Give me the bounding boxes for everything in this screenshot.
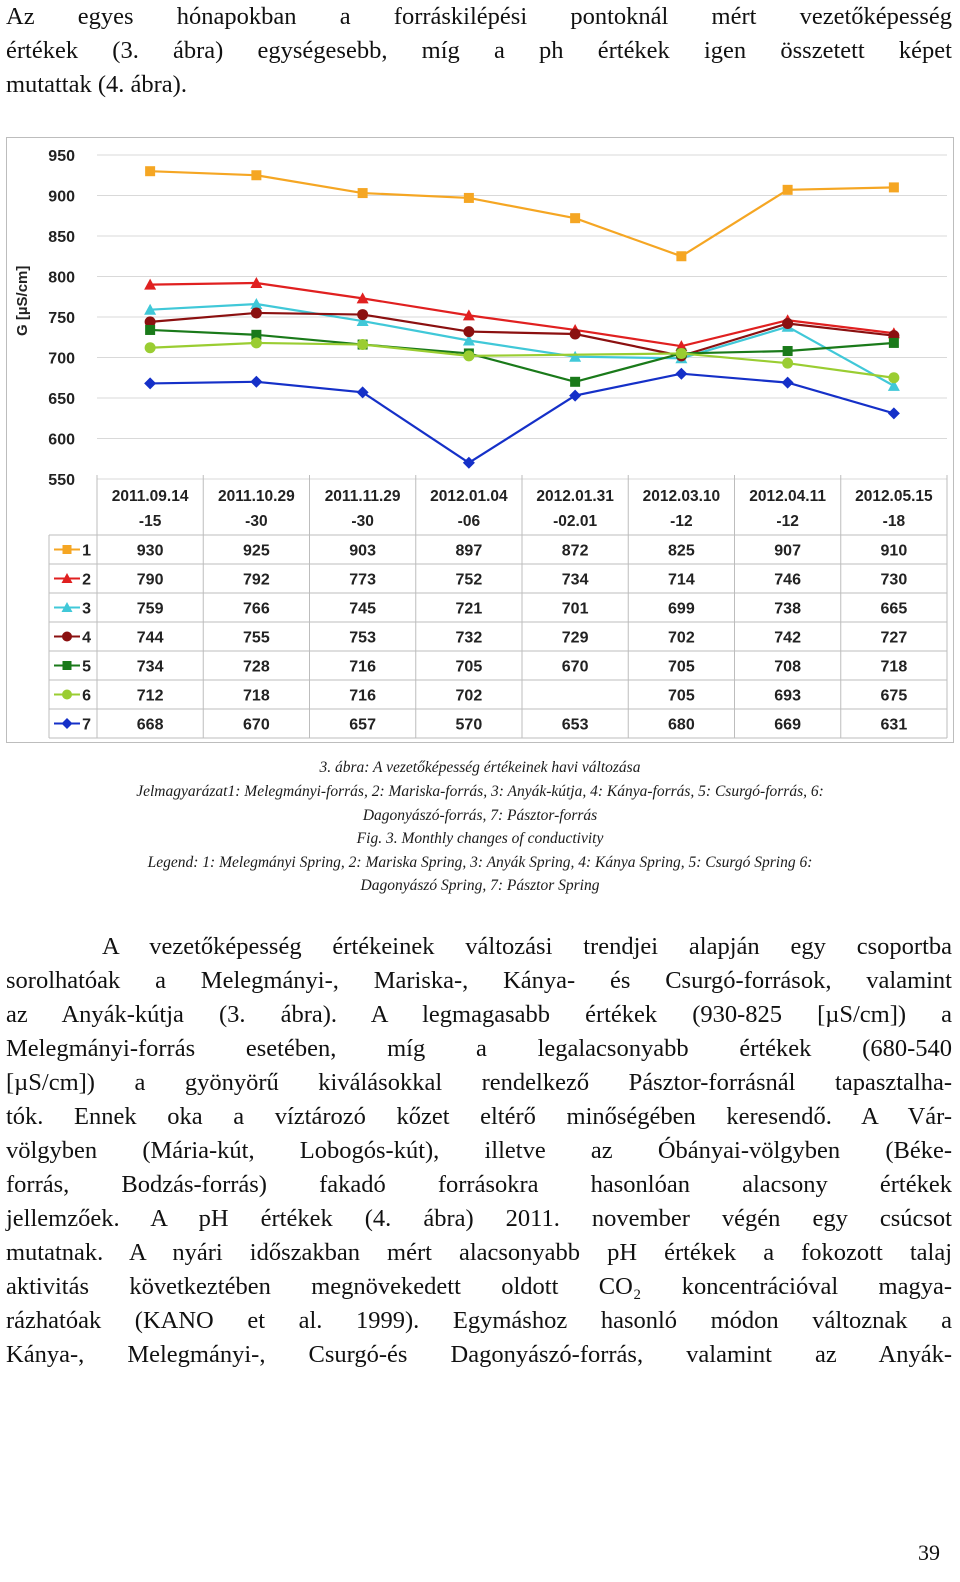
legend-key-marker xyxy=(63,661,72,670)
legend-series-name: 6 xyxy=(82,687,91,705)
figure-caption-en-title: Fig. 3. Monthly changes of conductivity xyxy=(356,830,604,847)
data-label: 742 xyxy=(774,629,801,647)
x-tick-label: 2011.11.29 xyxy=(324,488,401,505)
data-label: 708 xyxy=(774,658,801,676)
data-label: 670 xyxy=(561,658,589,676)
body-line: [µS/cm]) a gyönyörű kiválásokkal rendelkező Pásztor-forrásnál tapasztalha- xyxy=(6,1069,952,1096)
data-label: 670 xyxy=(243,716,270,734)
y-tick-label: 600 xyxy=(48,431,75,449)
body-line: tók. Ennek oka a víztározó kőzet eltérő minőségében keresendő. A Vár- xyxy=(6,1103,952,1130)
x-tick-label: 2012.04.11 xyxy=(749,488,826,505)
y-tick-label: 750 xyxy=(48,310,75,327)
data-label: 702 xyxy=(455,687,483,705)
legend-series-name: 2 xyxy=(82,571,91,589)
data-label: 910 xyxy=(880,542,908,560)
chart-svg xyxy=(7,138,953,742)
data-label: 732 xyxy=(455,629,483,647)
y-tick-label: 650 xyxy=(48,391,75,408)
data-point-7 xyxy=(569,390,581,402)
data-point-1 xyxy=(251,170,261,180)
data-point-4 xyxy=(463,326,474,337)
x-tick-label: 2012.01.04 xyxy=(430,488,508,505)
data-label: 907 xyxy=(774,542,801,560)
data-label: 766 xyxy=(243,600,270,618)
y-tick-label: 550 xyxy=(48,472,75,489)
data-point-1 xyxy=(570,213,580,223)
data-label: 675 xyxy=(880,687,908,705)
body-line: jellemzőek. A pH értékek (4. ábra) 2011. november végén egy csúcsot xyxy=(6,1205,952,1232)
data-label: 752 xyxy=(455,571,483,589)
data-point-6 xyxy=(357,339,368,350)
legend-key-marker xyxy=(63,545,72,554)
x-tick-label: 2012.03.10 xyxy=(642,488,721,505)
data-label: 714 xyxy=(668,571,695,589)
data-label: 705 xyxy=(455,658,483,676)
figure-caption-hu-legend: Dagonyászó-forrás, 7: Pásztor-forrás xyxy=(362,807,598,824)
body-line: rázhatóak (KANO et al. 1999). Egymáshoz hasonló módon változnak a xyxy=(6,1307,952,1334)
data-label: 718 xyxy=(243,687,270,705)
data-point-6 xyxy=(251,337,262,348)
legend-series-name: 7 xyxy=(82,716,91,734)
data-point-4 xyxy=(357,309,368,320)
y-tick-label: 900 xyxy=(48,188,75,206)
data-label: 665 xyxy=(880,600,908,618)
data-label: 744 xyxy=(136,629,164,647)
data-label: 734 xyxy=(136,658,164,676)
data-point-7 xyxy=(782,377,794,389)
data-point-7 xyxy=(888,407,900,419)
body-line: forrás, Bodzás-forrás) fakadó forrásokra hasonlóan alacsony értékek xyxy=(6,1171,952,1198)
data-label: 705 xyxy=(668,687,695,705)
data-label: 657 xyxy=(349,716,376,734)
body-line: Kánya-, Melegmányi-, Csurgó-és Dagonyászó-forrás, valamint az Anyák- xyxy=(6,1341,952,1368)
x-tick-label: -30 xyxy=(351,513,374,530)
body-line: az Anyák-kútja (3. ábra). A legmagasabb értékek (930-825 [µS/cm]) a xyxy=(6,1001,952,1028)
data-point-6 xyxy=(676,348,687,359)
data-label: 897 xyxy=(455,542,483,560)
x-tick-label: 2011.09.14 xyxy=(111,488,189,505)
data-point-1 xyxy=(145,166,155,176)
intro-paragraph xyxy=(6,0,952,102)
data-label: 925 xyxy=(243,542,270,560)
series-line-3 xyxy=(150,304,894,386)
data-label: 701 xyxy=(561,600,589,618)
body-line: sorolhatóak a Melegmányi-, Mariska-, Kánya- és Csurgó-források, valamint xyxy=(6,967,952,994)
figure-caption-en-legend: Dagonyászó Spring, 7: Pásztor Spring xyxy=(360,877,600,894)
data-label: 745 xyxy=(349,600,376,618)
legend-series-name: 4 xyxy=(82,629,91,647)
data-point-6 xyxy=(145,342,156,353)
x-tick-label: -30 xyxy=(245,513,268,530)
data-point-1 xyxy=(783,185,793,195)
data-point-6 xyxy=(888,372,899,383)
y-tick-label: 850 xyxy=(48,229,75,246)
data-label: 693 xyxy=(774,687,801,705)
legend-series-name: 3 xyxy=(82,600,91,618)
data-label: 753 xyxy=(349,629,376,647)
legend-key-marker xyxy=(62,718,73,729)
page-number: 39 xyxy=(918,1540,940,1565)
data-label: 668 xyxy=(136,716,164,734)
data-label: 699 xyxy=(668,600,695,618)
data-point-7 xyxy=(357,386,369,398)
data-label: 755 xyxy=(243,629,270,647)
data-point-7 xyxy=(463,457,475,469)
data-label: 712 xyxy=(136,687,164,705)
x-tick-label: 2012.01.31 xyxy=(536,488,614,505)
intro-line: értékek (3. ábra) egységesebb, míg a ph értékek igen összetett képet xyxy=(6,37,952,64)
data-point-4 xyxy=(782,318,793,329)
body-line: Melegmányi-forrás esetében, míg a legalacsonyabb értékek (680-540 xyxy=(6,1035,952,1062)
data-point-5 xyxy=(889,338,899,348)
series-line-1 xyxy=(150,171,894,256)
data-point-5 xyxy=(783,346,793,356)
data-label: 728 xyxy=(243,658,270,676)
data-label: 759 xyxy=(136,600,164,618)
series-line-7 xyxy=(150,374,894,463)
data-label: 738 xyxy=(774,600,801,618)
data-point-1 xyxy=(676,251,686,261)
data-label: 872 xyxy=(561,542,589,560)
data-label: 930 xyxy=(136,542,164,560)
data-label: 721 xyxy=(455,600,483,618)
data-label: 705 xyxy=(668,658,695,676)
data-label: 669 xyxy=(774,716,801,734)
data-label: 792 xyxy=(243,571,270,589)
y-tick-label: 950 xyxy=(48,148,75,165)
body-line: völgyben (Mária-kút, Lobogós-kút), illetve az Óbányai-völgyben (Béke- xyxy=(6,1137,952,1164)
data-point-6 xyxy=(463,350,474,361)
figure-caption-hu-title: 3. ábra: A vezetőképesség értékeinek havi változása xyxy=(319,759,641,776)
body-line: A vezetőképesség értékeinek változási trendjei alapján egy csoportba xyxy=(102,933,952,960)
data-point-7 xyxy=(144,377,156,389)
intro-line: Az egyes hónapokban a forráskilépési pontoknál mért vezetőképesség xyxy=(6,3,952,30)
data-label: 570 xyxy=(455,716,483,734)
data-label: 729 xyxy=(561,629,589,647)
data-point-1 xyxy=(889,182,899,192)
y-axis-label: G [µS/cm] xyxy=(14,265,31,336)
legend-series-name: 1 xyxy=(82,542,91,560)
data-label: 746 xyxy=(774,571,801,589)
x-tick-label: -12 xyxy=(670,513,693,530)
data-point-1 xyxy=(358,188,368,198)
data-point-5 xyxy=(145,325,155,335)
figure-caption-en-legend: Legend: 1: Melegmányi Spring, 2: Mariska Spring, 3: Anyák Spring, 4: Kánya Spring, 5: Csurgó Spring 6: xyxy=(147,854,813,871)
data-point-6 xyxy=(782,358,793,369)
data-point-4 xyxy=(251,307,262,318)
body-paragraph xyxy=(6,930,952,1372)
x-tick-label: 2011.10.29 xyxy=(218,488,295,505)
data-point-5 xyxy=(570,377,580,387)
y-tick-label: 800 xyxy=(48,269,75,287)
legend-series-name: 5 xyxy=(82,658,91,676)
data-label: 631 xyxy=(880,716,908,734)
body-line: mutatnak. A nyári időszakban mért alacsonyabb pH értékek a fokozott talaj xyxy=(6,1239,952,1266)
x-tick-label: -12 xyxy=(776,513,799,530)
data-point-7 xyxy=(675,368,687,380)
data-label: 730 xyxy=(880,571,908,589)
x-tick-label: -02.01 xyxy=(553,513,598,530)
data-point-1 xyxy=(464,193,474,203)
legend-key-marker xyxy=(62,690,72,700)
data-label: 825 xyxy=(668,542,695,560)
conductivity-chart xyxy=(6,137,954,743)
data-label: 734 xyxy=(561,571,589,589)
figure-caption-hu-legend: Jelmagyarázat1: Melegmányi-forrás, 2: Mariska-forrás, 3: Anyák-kútja, 4: Kánya-forrás, 5: Csurgó-forrás, 6: xyxy=(136,783,824,800)
data-label: 790 xyxy=(136,571,164,589)
x-tick-label: -18 xyxy=(882,513,906,530)
data-label: 727 xyxy=(880,629,908,647)
series-line-2 xyxy=(150,283,894,346)
data-label: 653 xyxy=(561,716,589,734)
data-label: 702 xyxy=(668,629,695,647)
x-tick-label: -15 xyxy=(138,513,162,530)
data-label: 718 xyxy=(880,658,908,676)
data-label: 680 xyxy=(668,716,695,734)
data-point-7 xyxy=(250,376,262,388)
data-label: 903 xyxy=(349,542,376,560)
body-line: aktivitás következtében megnövekedett oldott CO₂ koncentrációval magya- xyxy=(6,1273,952,1300)
y-tick-label: 700 xyxy=(48,350,75,368)
intro-line: mutattak (4. ábra). xyxy=(6,71,187,98)
data-point-4 xyxy=(570,329,581,340)
x-tick-label: 2012.05.15 xyxy=(855,488,933,505)
x-tick-label: -06 xyxy=(457,513,481,530)
data-label: 716 xyxy=(349,658,376,676)
data-label: 773 xyxy=(349,571,376,589)
legend-key-marker xyxy=(62,632,72,642)
data-label: 716 xyxy=(349,687,376,705)
